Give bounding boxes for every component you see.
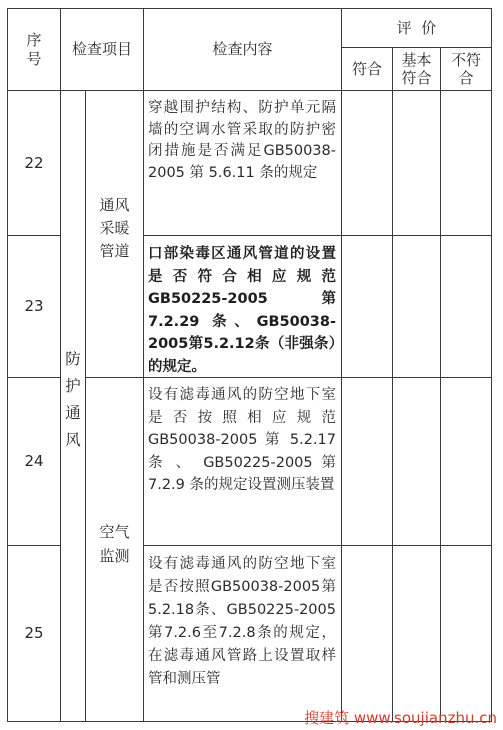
col-line-4 (392, 47, 393, 722)
row-no-24: 24 (24, 452, 44, 470)
group-label (61, 346, 85, 454)
row-no-22: 22 (24, 153, 44, 172)
header-seq: 序号 (26, 30, 42, 68)
col-line-5 (440, 47, 441, 722)
header-eval: 评 价 (396, 18, 437, 37)
group-char: 防 (65, 350, 81, 368)
header-eval-nonconform: 不符合 (450, 51, 481, 87)
border-right (491, 8, 492, 722)
row-no-23: 23 (24, 297, 44, 315)
row-no-25: 25 (24, 624, 44, 642)
header-item: 检查项目 (71, 40, 132, 58)
header-content: 检查内容 (212, 40, 273, 58)
row-content-22: 穿越围护结构、防护单元隔墙的空调水管采取的防护密闭措施是否满足GB50038-2005 第 5.6.11 条的规定 (148, 100, 336, 181)
subgroup-air-monitoring: 空气监测 (99, 523, 130, 565)
col-line-3 (341, 8, 342, 722)
header-bottom (7, 90, 492, 91)
header-eval-basic: 基本符合 (401, 51, 432, 87)
group-char: 护 (65, 377, 81, 395)
subgroup-ventilation-pipes: 通风采暖管道 (99, 195, 130, 260)
col-line-2 (143, 8, 144, 722)
group-char: 通 (65, 404, 81, 422)
watermark: 搜建筑 www.soujianzhu.cn (304, 709, 497, 727)
header-eval-conform: 符合 (351, 59, 382, 78)
row-content-25: 设有滤毒通风的防空地下室是否按照GB50038-2005第5.2.18条、GB50225-2005第7.2.6至7.2.8条的规定，在滤毒通风管路上设置取样管和测压管 (148, 556, 336, 687)
col-line-group (85, 90, 86, 722)
inspection-table (7, 8, 492, 722)
row-content-23: 口部染毒区通风管道的设置是否符合相应规范GB50225-2005 第 7.2.29 条、GB50038-2005第5.2.12条（非强条）的规定。 (148, 246, 336, 375)
row-content-24: 设有滤毒通风的防空地下室是否按照相应规范GB50038-2005 第 5.2.17 条 、 GB50225-2005 第 7.2.9 条的规定设置测压装置 (148, 387, 336, 493)
group-char: 风 (65, 431, 81, 449)
